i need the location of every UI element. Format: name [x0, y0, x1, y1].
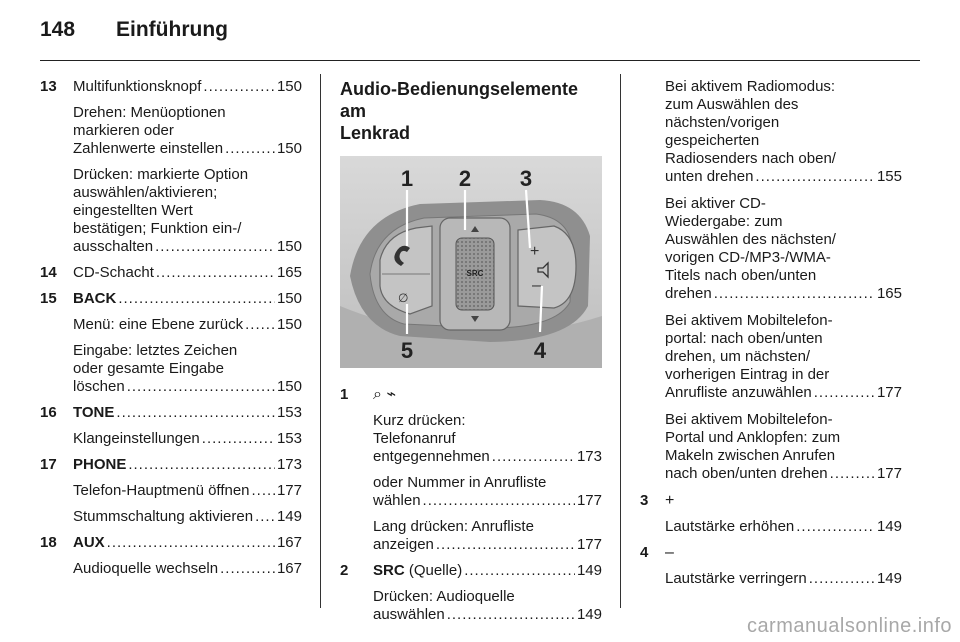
svg-text:–: – [532, 277, 541, 294]
entry-13 [40, 78, 302, 256]
steering-wheel-controls-figure [340, 156, 602, 368]
plus-icon: + [665, 492, 675, 509]
page-ref: 150 [276, 78, 302, 95]
page-ref: 177 [576, 492, 602, 509]
subentry: Drücken: Audioquelle auswählen ..... 149 [373, 588, 602, 624]
svg-text:+: + [530, 243, 540, 260]
entry-15 [40, 290, 302, 396]
entry-14 [40, 264, 302, 282]
entry-number: 16 [40, 404, 57, 421]
page-ref: 149 [276, 508, 302, 525]
page-ref: 153 [276, 430, 302, 447]
callout-5: 5 [400, 338, 414, 363]
watermark: carmanualsonline.info [746, 615, 952, 637]
entry-number: 17 [40, 456, 57, 473]
item-2: 2 SRC (Quelle) ..... 149 Drücken: Audioquelle auswählen ..... 149 [340, 562, 602, 624]
paragraph: Bei aktiver CD- Wiedergabe: zum Auswählen des nächsten/ vorigen CD-/MP3-/WMA- Titels nach oben/unten drehen ..... 165 [640, 195, 902, 303]
section-heading: Audio-Bedienungselemente am Lenkrad [340, 79, 579, 143]
paragraph: Bei aktivem Mobiltelefon- portal: nach oben/unten drehen, um nächsten/ vorherigen Eintrag in der Anrufliste anzuwählen ..... 177 [640, 312, 902, 402]
page-ref: 150 [276, 290, 302, 307]
entry-number: 2 [340, 562, 349, 579]
entry-16 [40, 404, 302, 448]
callout-1: 1 [400, 166, 414, 191]
entry-number: 13 [40, 78, 57, 95]
page-ref: 149 [876, 570, 902, 587]
page-ref: 173 [576, 448, 602, 465]
callout-2: 2 [458, 166, 472, 191]
column-middle [340, 78, 602, 632]
page-ref: 150 [276, 140, 302, 157]
entry-number: 15 [40, 290, 57, 307]
callout-3: 3 [519, 166, 533, 191]
subentry: Audioquelle wechseln ..... 167 [73, 560, 302, 578]
page-ref: 149 [576, 606, 602, 623]
subentry: Stummschaltung aktivieren ..... 149 [73, 508, 302, 526]
page-ref: 177 [876, 384, 902, 401]
entry-label: Multifunktionsknopf [73, 78, 202, 95]
svg-text:SRC: SRC [466, 269, 484, 278]
entry-number: 3 [640, 492, 649, 509]
subentry: Eingabe: letztes Zeichen oder gesamte Eingabe löschen ..... 150 [73, 342, 302, 396]
column-divider [620, 74, 621, 608]
subentry: Telefon-Hauptmenü öffnen ..... 177 [73, 482, 302, 500]
entry-label: PHONE [73, 456, 127, 473]
paragraph: Bei aktivem Mobiltelefon- Portal und Anklopfen: zum Makeln zwischen Anrufen nach oben/unten drehen ..... 177 [640, 411, 902, 483]
page-ref: 149 [876, 518, 902, 535]
paragraph: Bei aktivem Radiomodus: zum Auswählen des nächsten/vorigen gespeicherten Radiosenders nach oben/ unten drehen ..... 155 [640, 78, 902, 186]
entry-number: 18 [40, 534, 57, 551]
page-ref: 167 [276, 534, 302, 551]
page-ref: 167 [276, 560, 302, 577]
entry-number: 1 [340, 386, 349, 403]
page-ref: 150 [276, 238, 302, 255]
page-title: Einführung [116, 18, 228, 41]
subentry: Drehen: Menüoptionen markieren oder Zahlenwerte einstellen ..... 150 [73, 104, 302, 158]
page-ref: 165 [876, 285, 902, 302]
item-4 [640, 544, 902, 588]
header-rule [40, 60, 920, 61]
page-ref: 165 [276, 264, 302, 281]
item-3 [640, 492, 902, 536]
subentry: Drücken: markierte Option auswählen/aktivieren; eingestellten Wert bestätigen; Funktion ein-/ ausschalten ..... 150 [73, 166, 302, 256]
entry-label: BACK [73, 290, 117, 307]
entry-18 [40, 534, 302, 578]
page-ref: 153 [276, 404, 302, 421]
subentry: Klangeinstellungen ..... 153 [73, 430, 302, 448]
entry-number: 14 [40, 264, 57, 281]
page-ref: 173 [276, 456, 302, 473]
column-left [40, 78, 302, 586]
svg-text:∅: ∅ [398, 291, 409, 305]
column-divider [320, 74, 321, 608]
page-ref: 177 [276, 482, 302, 499]
subentry: Menü: eine Ebene zurück ..... 150 [73, 316, 302, 334]
item-1 [340, 386, 602, 554]
minus-icon: – [665, 544, 674, 561]
page-number: 148 [40, 18, 76, 41]
page-ref: 155 [876, 168, 902, 185]
page-ref: 149 [576, 562, 602, 579]
entry-label: TONE [73, 404, 115, 421]
subentry: Lautstärke verringern ..... 149 [665, 570, 902, 588]
steering-wheel-illustration [340, 156, 602, 368]
phone-icon: ⌕ ⌁ [373, 386, 397, 403]
subentry: Kurz drücken: Telefonanruf entgegennehmen ..... 173 [373, 412, 602, 466]
subentry: Lang drücken: Anrufliste anzeigen ..... 177 [373, 518, 602, 554]
entry-label: CD-Schacht [73, 264, 154, 281]
column-right [640, 78, 902, 596]
callout-4: 4 [533, 338, 547, 363]
subentry: oder Nummer in Anrufliste wählen ..... 177 [373, 474, 602, 510]
page-ref: 177 [876, 465, 902, 482]
entry-number: 4 [640, 544, 649, 561]
page-ref: 177 [576, 536, 602, 553]
subentry: Lautstärke erhöhen ..... 149 [665, 518, 902, 536]
page-ref: 150 [276, 316, 302, 333]
page-header [40, 18, 228, 42]
page-ref: 150 [276, 378, 302, 395]
entry-17 [40, 456, 302, 526]
entry-label: AUX [73, 534, 105, 551]
